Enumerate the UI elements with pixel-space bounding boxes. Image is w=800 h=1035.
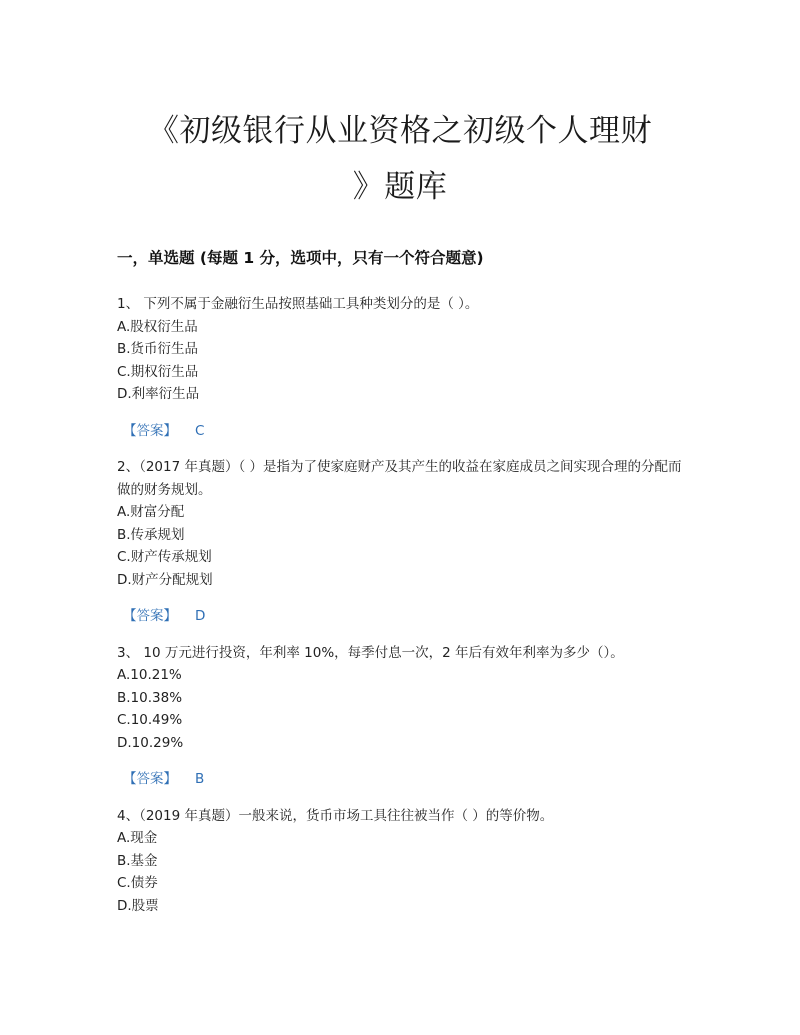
- question-stem: 1、 下列不属于金融衍生品按照基础工具种类划分的是（ ）。: [117, 296, 479, 312]
- answer-value: D: [195, 608, 206, 624]
- answer-line: [117, 605, 687, 628]
- section-heading: 一，单选题 (每题 1 分，选项中，只有一个符合题意): [117, 249, 484, 267]
- option-b: B.货币衍生品: [117, 341, 199, 357]
- option-d: D.股票: [117, 897, 159, 914]
- option-a: A.现金: [117, 830, 158, 846]
- answer-value: B: [195, 771, 205, 787]
- question-stem: 4、（2019 年真题）一般来说，货币市场工具往往被当作（ ）的等价物。: [117, 807, 554, 824]
- answer-label: 【答案】: [123, 422, 177, 439]
- answer-value: C: [195, 422, 205, 439]
- document-title-line-2: 》题库: [352, 169, 448, 205]
- answer-label: 【答案】: [123, 771, 177, 787]
- option-d: D.利率衍生品: [117, 386, 200, 402]
- option-b: B.基金: [117, 852, 158, 869]
- option-b: B.10.38%: [117, 689, 183, 706]
- option-c: C.债券: [117, 875, 158, 891]
- question-stem: 3、 10 万元进行投资，年利率 10%，每季付息一次，2 年后有效年利率为多少（）。: [117, 644, 624, 661]
- option-a: A.股权衍生品: [117, 318, 198, 335]
- answer-label: 【答案】: [123, 608, 177, 624]
- option-a: A.10.21%: [117, 667, 182, 683]
- question-2: [117, 456, 687, 628]
- question-1: [117, 293, 687, 442]
- document-title: [100, 103, 700, 215]
- question-4: [117, 805, 687, 918]
- option-d: D.财产分配规划: [117, 571, 213, 588]
- question-3: [117, 642, 687, 791]
- question-list: [117, 293, 687, 917]
- option-c: C.10.49%: [117, 712, 183, 728]
- option-c: C.财产传承规划: [117, 549, 212, 565]
- answer-line: [117, 768, 687, 791]
- option-a: A.财富分配: [117, 504, 185, 520]
- answer-line: [117, 420, 687, 443]
- document-title-line-1: 《初级银行从业资格之初级个人理财: [148, 113, 652, 149]
- question-stem: 2、（2017 年真题）（ ）是指为了使家庭财产及其产生的收益在家庭成员之间实现合理的分配而做的财务规划。: [117, 459, 682, 498]
- option-c: C.期权衍生品: [117, 363, 199, 380]
- option-d: D.10.29%: [117, 734, 184, 751]
- option-b: B.传承规划: [117, 526, 185, 543]
